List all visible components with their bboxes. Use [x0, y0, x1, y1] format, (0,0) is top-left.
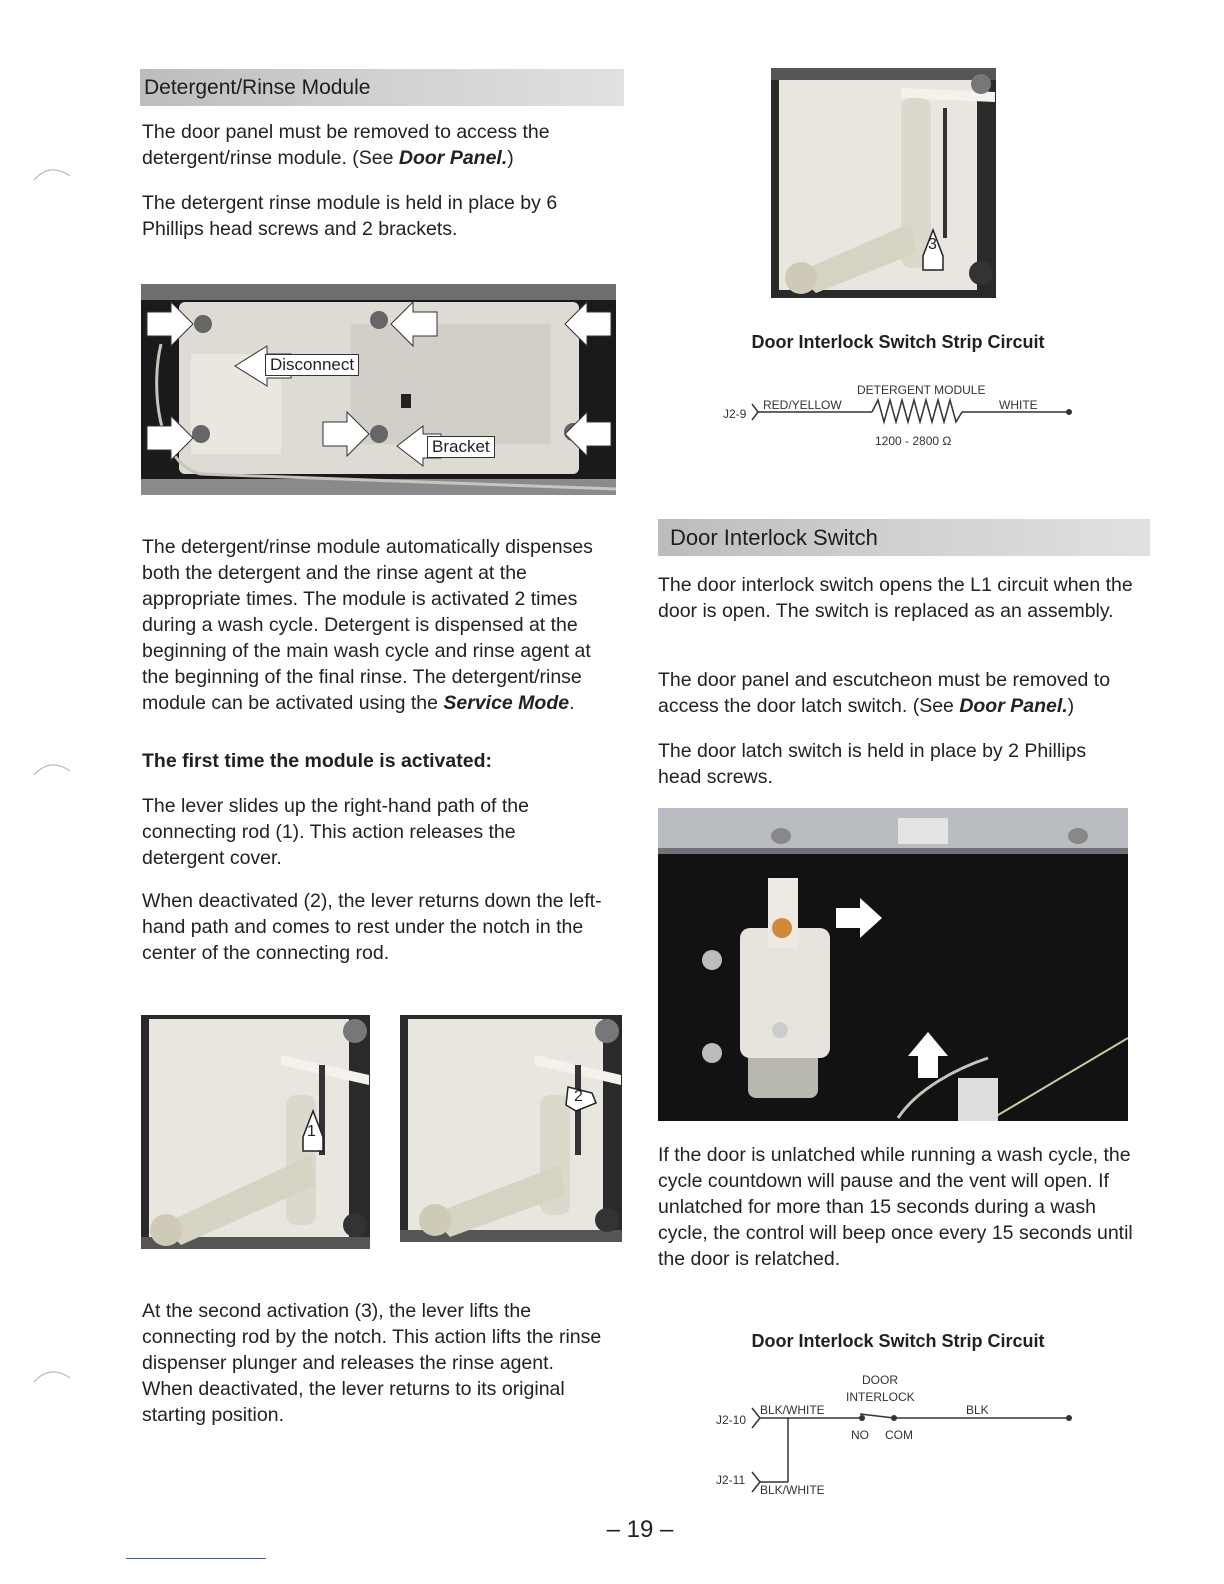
switch-label-no: NO [851, 1428, 869, 1442]
paragraph-unlatched-behavior: If the door is unlatched while running a wash cycle, the cycle countdown will pause and the vent will open. If unlatched for more than 15 seconds during a wash cycle, the control will beep once every 15 seconds until the door is relatched. [658, 1144, 1133, 1270]
circuit-2-title: Door Interlock Switch Strip Circuit [751, 1331, 1045, 1351]
text: The door panel and escutcheon must be removed to access the door latch switch. (See [658, 669, 1111, 717]
lever-position-3-photo [771, 68, 996, 298]
wire-label-2: BLK/WHITE [760, 1483, 825, 1497]
margin-mark [30, 1362, 70, 1382]
reference-link-service-mode: Service Mode [443, 692, 570, 714]
photo-label-disconnect: Disconnect [265, 354, 359, 376]
resistance-label: 1200 - 2800 Ω [875, 434, 952, 448]
switch-blade [860, 1414, 894, 1418]
photo-illustration [141, 1015, 370, 1249]
connector-symbol [752, 1408, 760, 1428]
detergent-module-photo [141, 284, 616, 495]
paragraph-second-activation: At the second activation (3), the lever lifts the connecting rod by the notch. This action lifts the rinse dispenser plunger and releases the rinse agent. When deactivated, the lever returns to its original starting position. [142, 1300, 602, 1426]
resistor-symbol [872, 400, 962, 422]
wire-label-1: BLK/WHITE [760, 1403, 825, 1417]
photo-illustration [771, 68, 996, 298]
subheading-first-activation: The first time the module is activated: [142, 750, 492, 772]
callout-3: 3 [928, 236, 937, 253]
page-number: – 19 – [606, 1516, 674, 1543]
connector-label-j2-11: J2-11 [716, 1473, 746, 1487]
paragraph-interlock-function: The door interlock switch opens the L1 circuit when the door is open. The switch is replaced as an assembly. [658, 574, 1133, 622]
photo-label-bracket: Bracket [427, 436, 495, 458]
component-label-line1: DOOR [862, 1373, 898, 1387]
lever-position-2-photo [400, 1015, 622, 1242]
switch-contact-no [859, 1415, 865, 1421]
paragraph-interlock-access [658, 667, 1148, 719]
photo-illustration [141, 284, 616, 495]
lever-position-1-photo [141, 1015, 370, 1249]
text: . [569, 692, 575, 714]
door-interlock-circuit-diagram [700, 1368, 1100, 1508]
text: The door panel must be removed to access the detergent/rinse module. (See [142, 121, 550, 169]
component-label: DETERGENT MODULE [857, 383, 986, 397]
reference-link-door-panel: Door Panel. [398, 147, 508, 169]
paragraph-deactivated: When deactivated (2), the lever returns down the left-hand path and comes to rest under the notch in the center of the connecting rod. [142, 890, 602, 964]
detergent-module-circuit-diagram [700, 370, 1100, 460]
connector-label-j2-10: J2-10 [716, 1413, 747, 1427]
connector-symbol [752, 1472, 760, 1492]
footer-rule [126, 1558, 266, 1559]
paragraph-access [142, 119, 602, 171]
connector-label: J2-9 [723, 407, 747, 421]
margin-mark [30, 755, 70, 775]
photo-illustration [400, 1015, 622, 1242]
wire-label-out: WHITE [999, 398, 1038, 412]
paragraph-module-function [142, 534, 612, 716]
text: The detergent/rinse module automatically dispenses both the detergent and the rinse agent at the appropriate times. The module is activated 2 times during a wash cycle. Detergent is dispensed at the beginning of the main wash cycle and rinse agent at the beginning of the final rinse. The detergent/rinse module can be activated using the [142, 536, 593, 714]
wire-label-out: BLK [966, 1403, 989, 1417]
paragraph-mounting: The detergent rinse module is held in place by 6 Phillips head screws and 2 brackets. [142, 192, 558, 240]
margin-mark [30, 160, 70, 180]
paragraph-interlock-mounting: The door latch switch is held in place by 2 Phillips head screws. [658, 740, 1087, 788]
paragraph-first-activation: The lever slides up the right-hand path of the connecting rod (1). This action releases the detergent cover. [142, 795, 529, 869]
text: ) [1067, 695, 1075, 717]
door-latch-switch-photo [658, 808, 1128, 1121]
section-heading-door-interlock: Door Interlock Switch [658, 519, 1150, 556]
callout-1: 1 [307, 1123, 316, 1140]
switch-label-com: COM [885, 1428, 913, 1442]
reference-link-door-panel: Door Panel. [959, 695, 1068, 717]
terminal-dot [1066, 409, 1072, 415]
section-heading-detergent-module: Detergent/Rinse Module [140, 69, 624, 106]
photo-illustration [658, 808, 1128, 1121]
component-label-line2: INTERLOCK [846, 1390, 915, 1404]
callout-2: 2 [574, 1088, 583, 1105]
terminal-dot [1066, 1415, 1072, 1421]
connector-symbol [752, 404, 758, 420]
wire-label-in: RED/YELLOW [763, 398, 842, 412]
text: ) [507, 147, 514, 169]
circuit-1-title: Door Interlock Switch Strip Circuit [751, 332, 1045, 352]
